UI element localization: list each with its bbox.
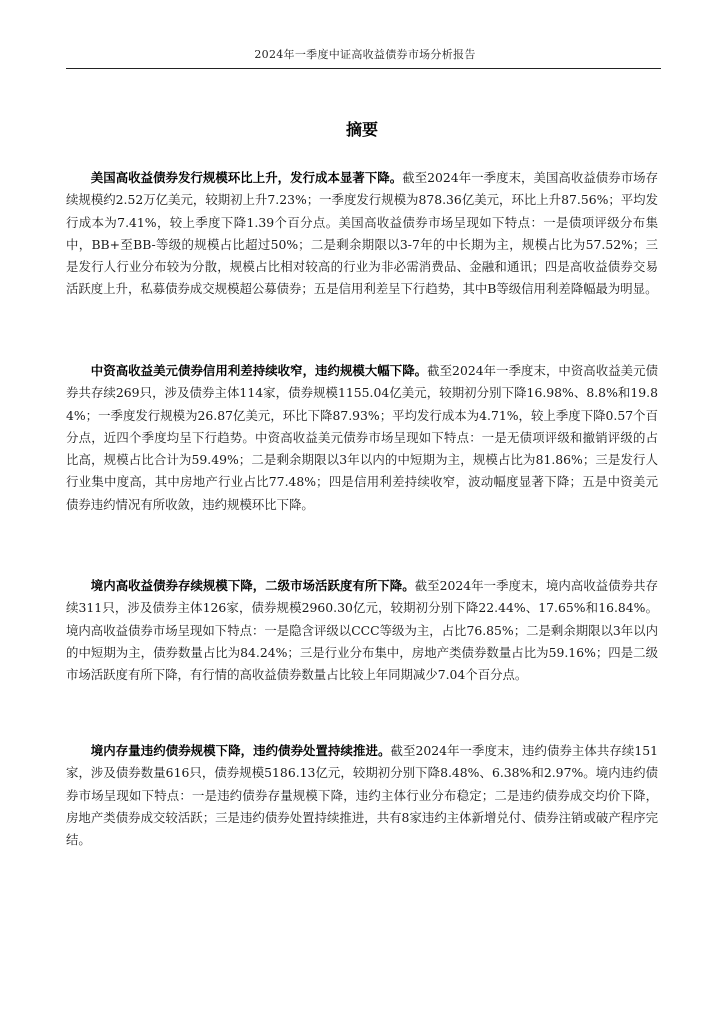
paragraph-lead-sentence: 美国高收益债券发行规模环比上升，发行成本显著下降。 [90,170,403,185]
paragraph-body-text: 截至2024年一季度末，美国高收益债券市场存续规模约2.52万亿美元，较期初上升7.23%；一季度发行规模为878.36亿美元，环比上升87.56%；平均发行成本为7.41%，较上季度下降1.39个百分点。美国高收益债券市场呈现如下特点：一是债项评级分布集中，BB+至BB-等级的规模占比超过50%；二是剩余期限以3-7年的中长期为主，规模占比为57.52%；三是发行人行业分布较为分散，规模占比相对较高的行业为非必需消费品、金融和通讯；四是高收益债券交易活跃度上升，私募债券成交规模超公募债券；五是信用利差呈下行趋势，其中B等级信用利差降幅最为明显。 [66,170,658,297]
paragraph-body-text: 截至2024年一季度末，中资高收益美元债券共存续269只，涉及债券主体114家，债券规模1155.04亿美元，较期初分别下降16.98%、8.8%和19.84%；一季度发行规模为26.87亿美元，环比下降87.93%；平均发行成本为4.71%，较上季度下降0.57个百分点，近四个季度均呈下行趋势。中资高收益美元债券市场呈现如下特点：一是无债项评级和撤销评级的占比高，规模占比合计为59.49%；二是剩余期限以3年以内的中短期为主，规模占比为81.86%；三是发行人行业集中度高，其中房地产行业占比77.48%；四是信用利差持续收窄，波动幅度显著下降；五是中资美元债券违约情况有所收敛，违约规模环比下降。 [66,363,658,512]
summary-paragraph-domestic-high-yield [66,575,658,686]
summary-paragraph-us-high-yield [66,167,658,301]
paragraph-lead-sentence: 境内存量违约债券规模下降，违约债券处置持续推进。 [90,743,391,758]
paragraph-body-text: 截至2024年一季度末，境内高收益债券共存续311只，涉及债券主体126家，债券规模2960.30亿元，较期初分别下降22.44%、17.65%和16.84%。境内高收益债券市场呈现如下特点：一是隐含评级以CCC等级为主，占比76.85%；二是剩余期限以3年以内的中短期为主，债券数量占比为84.24%；三是行业分布集中，房地产类债券数量占比为59.16%；四是二级市场活跃度有所下降，有行情的高收益债券数量占比较上年同期减少7.04个百分点。 [66,578,658,683]
summary-heading: 摘要 [345,120,378,139]
running-header-title: 2024年一季度中证高收益债券市场分析报告 [254,48,476,61]
header-divider [66,68,661,69]
summary-paragraph-domestic-default-bonds [66,740,658,851]
paragraph-lead-sentence: 中资高收益美元债券信用利差持续收窄，违约规模大幅下降。 [90,363,428,378]
summary-paragraph-chinese-usd-high-yield [66,360,658,516]
paragraph-lead-sentence: 境内高收益债券存续规模下降，二级市场活跃度有所下降。 [90,578,415,593]
paragraph-body-text: 截至2024年一季度末，违约债券主体共存续151家，涉及债券数量616只，债券规模5186.13亿元，较期初分别下降8.48%、6.38%和2.97%。境内违约债券市场呈现如下特点：一是违约债券存量规模下降，违约主体行业分布稳定；二是违约债券成交均价下降，房地产类债券成交较活跃；三是违约债券处置持续推进，共有8家违约主体新增兑付、债券注销或破产程序完结。 [66,743,659,848]
